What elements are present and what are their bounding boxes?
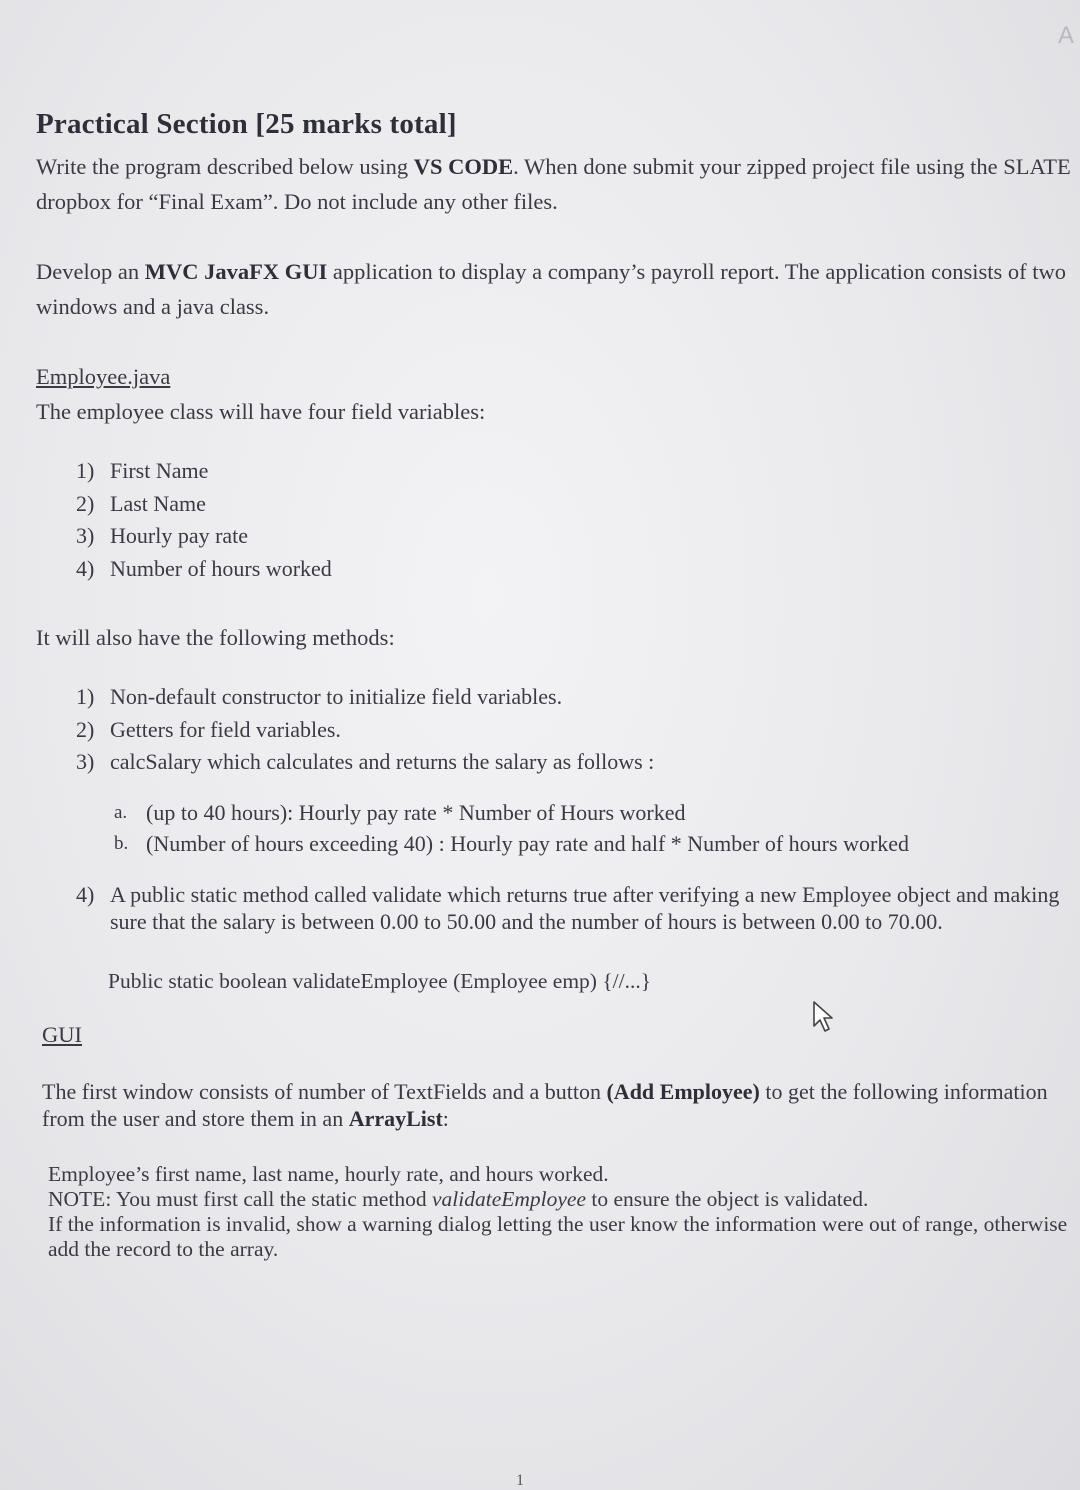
list-text: (Number of hours exceeding 40) : Hourly pay rate and half * Number of hours worked [146, 830, 910, 856]
note-line [48, 1187, 1072, 1212]
list-number: 1) [76, 684, 95, 709]
gui-text-2: to get the following information from the user and store them in an [42, 1078, 1048, 1131]
list-number: 1) [76, 458, 95, 483]
intro-bold: VS CODE [413, 154, 514, 179]
overview-text: Develop an [36, 259, 145, 284]
list-text: First Name [110, 458, 209, 483]
note-italic: validateEmployee [431, 1186, 587, 1211]
list-number: 2) [76, 716, 95, 742]
gui-text: The first window consists of number of TextFields and a button [42, 1078, 607, 1104]
list-number: 4) [76, 555, 95, 581]
list-letter: a. [114, 801, 128, 823]
list-number: 4) [76, 881, 95, 907]
fields-list [36, 455, 1072, 585]
list-item [76, 455, 1072, 488]
list-item [76, 714, 1072, 747]
employee-section [36, 359, 1072, 997]
intro-text-2: . When done submit your zipped project file using the SLATE dropbox for “Final Exam”. Do not include any other files. [36, 154, 1071, 214]
list-number: 3) [76, 523, 95, 548]
list-item [76, 746, 1072, 779]
list-text: Getters for field variables. [110, 716, 341, 742]
overview-text-2: application to display a company’s payroll report. The application consists of two windows and a java class. [36, 259, 1067, 319]
gui-text-3: : [442, 1105, 449, 1131]
list-item [76, 488, 1072, 521]
list-item [114, 828, 1072, 859]
overview-bold: MVC JavaFX GUI [144, 259, 328, 284]
gui-bold-button-name: (Add Employee) [606, 1078, 760, 1104]
list-item [76, 681, 1072, 714]
employee-info-block [48, 1162, 1072, 1262]
fields-intro: The employee class will have four field variables: [36, 399, 486, 424]
invalid-info-line: If the information is invalid, show a warning dialog letting the user know the information were out of range, otherwise add the record to the array. [48, 1211, 1068, 1261]
list-number: 2) [76, 490, 95, 516]
employee-info-line: Employee’s first name, last name, hourly rate, and hours worked. [48, 1161, 609, 1186]
gui-heading: GUI [42, 1021, 82, 1047]
list-text: (up to 40 hours): Hourly pay rate * Number of Hours worked [146, 799, 686, 825]
intro-paragraph [36, 149, 1072, 219]
salary-rules-list [114, 797, 1072, 859]
employee-heading: Employee.java [36, 364, 171, 389]
method-4-item [76, 881, 1072, 935]
note-text: NOTE: You must first call the static method [48, 1186, 432, 1211]
list-text: Last Name [110, 490, 206, 516]
section-title: Practical Section [25 marks total] [36, 108, 457, 140]
list-letter: b. [114, 832, 129, 854]
list-text: A public static method called validate which returns true after verifying a new Employee object and making sure that the salary is between 0.00 to 50.00 and the number of hours is between 0.00 to 70.00. [110, 881, 1060, 934]
gui-section [42, 1017, 1072, 1262]
note-text-2: to ensure the object is validated. [586, 1186, 869, 1211]
overview-paragraph [36, 254, 1072, 324]
list-text: calcSalary which calculates and returns the salary as follows : [110, 749, 655, 774]
method-signature: Public static boolean validateEmployee (Employee emp) {//...} [108, 968, 652, 993]
list-item [76, 553, 1072, 586]
gui-paragraph [42, 1078, 1072, 1132]
list-text: Non-default constructor to initialize field variables. [110, 684, 563, 709]
list-item [76, 520, 1072, 553]
corner-letter: A [1057, 22, 1074, 49]
page-number: 1 [516, 1472, 524, 1489]
list-text: Number of hours worked [110, 555, 332, 581]
methods-list [36, 681, 1072, 779]
mouse-pointer-icon [810, 1000, 840, 1034]
methods-intro: It will also have the following methods: [36, 625, 395, 650]
gui-bold-arraylist: ArrayList [348, 1105, 443, 1131]
list-text: Hourly pay rate [110, 523, 249, 548]
intro-text: Write the program described below using [36, 154, 414, 179]
document-body [36, 108, 1072, 1262]
list-number: 3) [76, 749, 95, 774]
list-item [114, 797, 1072, 828]
